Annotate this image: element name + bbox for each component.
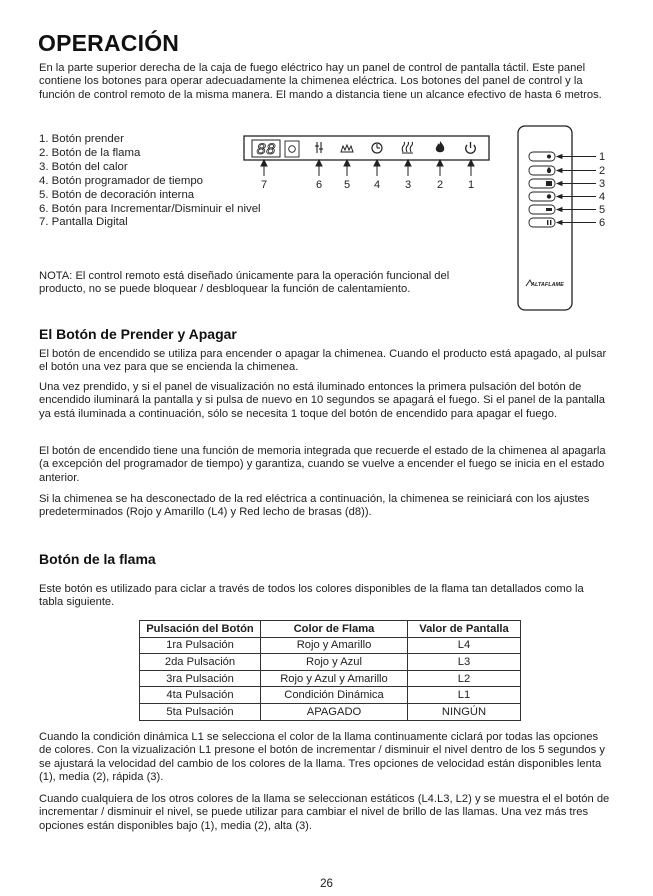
power-section-heading: El Botón de Prender y Apagar [39,326,237,342]
timer-icon [547,194,551,198]
remote-button-flame [529,166,555,175]
power-paragraph-1: El botón de encendido se utiliza para encender o apagar la chimenea. Cuando el producto está apagado, al pulsar el botón una vez para que se encienda la chimenea. [39,348,607,374]
table-header-cell: Pulsación del Botón [140,621,261,638]
sensor-icon [289,146,296,153]
power-paragraph-2: Una vez prendido, y si el panel de visualización no está iluminado entonces la primera pulsación del botón de encendido iluminará la pantalla y si pulsa de nuevo en 10 segundos se apagará el fuego. Si el panel de la pantalla ya está iluminada a continuación, sólo se necesita 1 toque del botón de encendido para apagar el fuego. [39,381,605,420]
panel-callout-arrows [261,160,474,176]
flame-color-table [139,620,521,721]
callout-label-5: 5 [343,179,351,191]
decoration-icon [546,208,552,211]
list-item: 2. Botón de la flama [39,146,141,159]
list-item: 7. Pantalla Digital [39,216,128,229]
power-paragraph-4: Si la chimenea se ha desconectado de la red eléctrica a continuación, la chimenea se reiniciará con los ajustes predeterminados (Rojo y Amarillo (L4) y Red lecho de brasas (d8)). [39,493,590,519]
remote-callout-6: 6 [599,217,606,229]
level-icon [315,142,323,153]
table-cell: Condición Dinámica [261,687,408,704]
panel-outline [244,136,489,160]
heat-icon [546,181,552,186]
power-paragraph-3: El botón de encendido tiene una función de memoria integrada que recuerde el estado de la chimenea al apagarla (a excepción del programador de tiempo) y garantiza, cuando se vuelve a encender el fuego se inicia en el estado anterior. [39,445,606,484]
power-icon [466,142,476,153]
list-item: 4. Botón programador de tiempo [39,174,203,187]
list-item: 5. Botón de decoración interna [39,188,195,201]
display-digits: 88 [256,141,276,159]
table-row [140,637,521,654]
callout-label-6: 6 [315,179,323,191]
buttons-list [39,133,261,230]
decoration-icon [341,145,353,152]
flame-paragraph-2: Cuando cualquiera de los otros colores de la llama se seleccionan estáticos (L4.L3, L2) y se muestra el el botón de incrementar / disminuir el nivel, se puede utilizar para cambiar el nivel de brillo de las llamas. Una vez más tres opciones están disponibles bajo (1), media (2), alta (3). [39,793,610,832]
page-number: 26 [320,878,333,890]
table-row [140,670,521,687]
remote-callout-1: 1 [599,151,606,163]
flame-section-heading: Botón de la flama [39,551,156,567]
table-row [140,703,521,720]
remote-control-diagram [514,124,614,314]
table-header-cell: Valor de Pantalla [408,621,521,638]
power-icon [547,155,551,159]
table-cell: Rojo y Azul y Amarillo [261,670,408,687]
level-icon [547,220,548,225]
remote-callout-2: 2 [599,165,606,177]
table-cell: APAGADO [261,703,408,720]
callout-label-7: 7 [260,179,268,191]
table-cell: 5ta Pulsación [140,703,261,720]
table-header-cell: Color de Flama [261,621,408,638]
flame-icon [547,167,551,173]
control-panel-diagram [235,132,497,194]
table-cell: L4 [408,637,521,654]
table-cell: 4ta Pulsación [140,687,261,704]
sensor-window [285,141,299,157]
brand-logo: ALTAFLAME [531,282,564,288]
page-title: OPERACIÓN [38,30,180,56]
remote-callout-3: 3 [599,178,606,190]
callout-label-4: 4 [373,179,381,191]
callout-label-2: 2 [436,179,444,191]
remote-callout-arrows [557,155,596,225]
table-cell: 3ra Pulsación [140,670,261,687]
table-cell: 2da Pulsación [140,654,261,671]
list-item: 1. Botón prender [39,133,124,145]
table-header-row [140,621,521,638]
remote-callout-4: 4 [599,191,606,203]
table-cell: Rojo y Azul [261,654,408,671]
table-row [140,654,521,671]
table-cell: NINGÚN [408,703,521,720]
heat-icon [402,142,413,153]
intro-paragraph: En la parte superior derecha de la caja de fuego eléctrico hay un panel de control de pantalla táctil. Este panel contiene los botones para operar adecuadamente la chimenea eléctrica. Los botones del panel de control y la función de control remoto de la misma manera. El mando a distancia tiene un alcance efectivo de hasta 6 metros. [39,62,602,101]
table-cell: Rojo y Amarillo [261,637,408,654]
list-item: 6. Botón para Incrementar/Disminuir el nivel [39,202,261,215]
table-cell: L3 [408,654,521,671]
timer-icon [372,143,382,153]
callout-label-3: 3 [404,179,412,191]
remote-button-power [529,152,555,161]
table-cell: L1 [408,687,521,704]
flame-intro-paragraph: Este botón es utilizado para ciclar a través de todos los colores disponibles de la flama tan detallados como la tabla siguiente. [39,583,584,609]
remote-callout-5: 5 [599,204,606,216]
table-cell: 1ra Pulsación [140,637,261,654]
table-row [140,687,521,704]
table-cell: L2 [408,670,521,687]
flame-paragraph-1: Cuando la condición dinámica L1 se selecciona el color de la llama continuamente ciclará por todas las opciones de colores. Con la vizualización L1 presone el botón de incrementar / disminuir el nivel dentro de los 5 segundos y se ajustará la velocidad del cambio de los colores de la llama. Tres opciones de velocidad están disponibles lenta (1), media (2), rápida (3). [39,731,605,783]
list-item: 3. Botón del calor [39,160,128,173]
callout-label-1: 1 [467,179,475,191]
note-paragraph: NOTA: El control remoto está diseñado únicamente para la operación funcional del producto, no se puede bloquear / desbloquear la función de calentamiento. [39,270,450,296]
flame-icon [436,141,444,152]
